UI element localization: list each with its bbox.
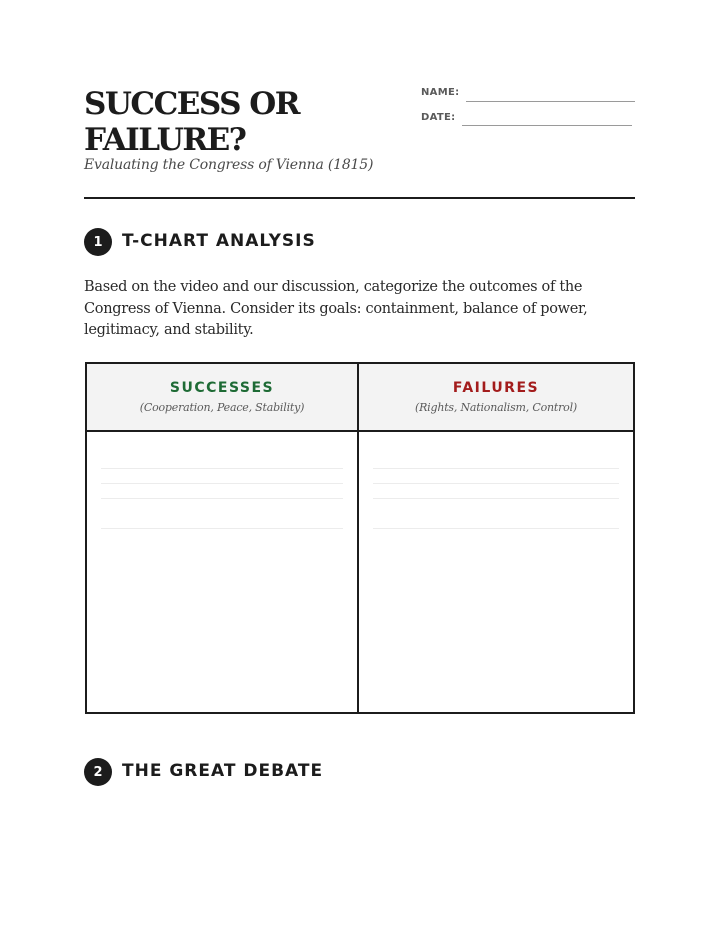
section-1-number-badge: 1	[84, 228, 112, 256]
date-label: DATE:	[421, 112, 456, 123]
name-label: NAME:	[421, 87, 460, 98]
successes-header	[87, 364, 359, 432]
failures-subtitle: (Rights, Nationalism, Control)	[414, 401, 577, 414]
worksheet-title: SUCCESS OR FAILURE?	[84, 86, 300, 158]
failures-header	[359, 364, 633, 432]
header-divider	[84, 197, 635, 199]
writing-line	[101, 483, 343, 484]
writing-line	[101, 498, 343, 499]
t-chart	[85, 362, 635, 714]
successes-title: SUCCESSES	[169, 380, 275, 396]
section-1-instructions: Based on the video and our discussion, categorize the outcomes of the Congress of Vienna. Consider its goals: containment, balance of power, legitimacy, and stability.	[84, 279, 588, 338]
writing-line	[373, 498, 619, 499]
writing-line	[101, 528, 343, 529]
name-field[interactable]	[466, 101, 635, 102]
date-field[interactable]	[462, 125, 632, 126]
failures-writing-area[interactable]	[359, 432, 633, 712]
worksheet-subtitle: Evaluating the Congress of Vienna (1815)	[84, 157, 374, 173]
writing-line	[101, 468, 343, 469]
writing-line	[373, 483, 619, 484]
writing-line	[373, 528, 619, 529]
failures-title: FAILURES	[452, 380, 540, 396]
writing-line	[373, 468, 619, 469]
section-2-title: THE GREAT DEBATE	[122, 761, 324, 781]
section-2-number-badge: 2	[84, 758, 112, 786]
successes-subtitle: (Cooperation, Peace, Stability)	[139, 401, 305, 414]
successes-writing-area[interactable]	[87, 432, 359, 712]
section-1-title: T-CHART ANALYSIS	[122, 231, 316, 251]
